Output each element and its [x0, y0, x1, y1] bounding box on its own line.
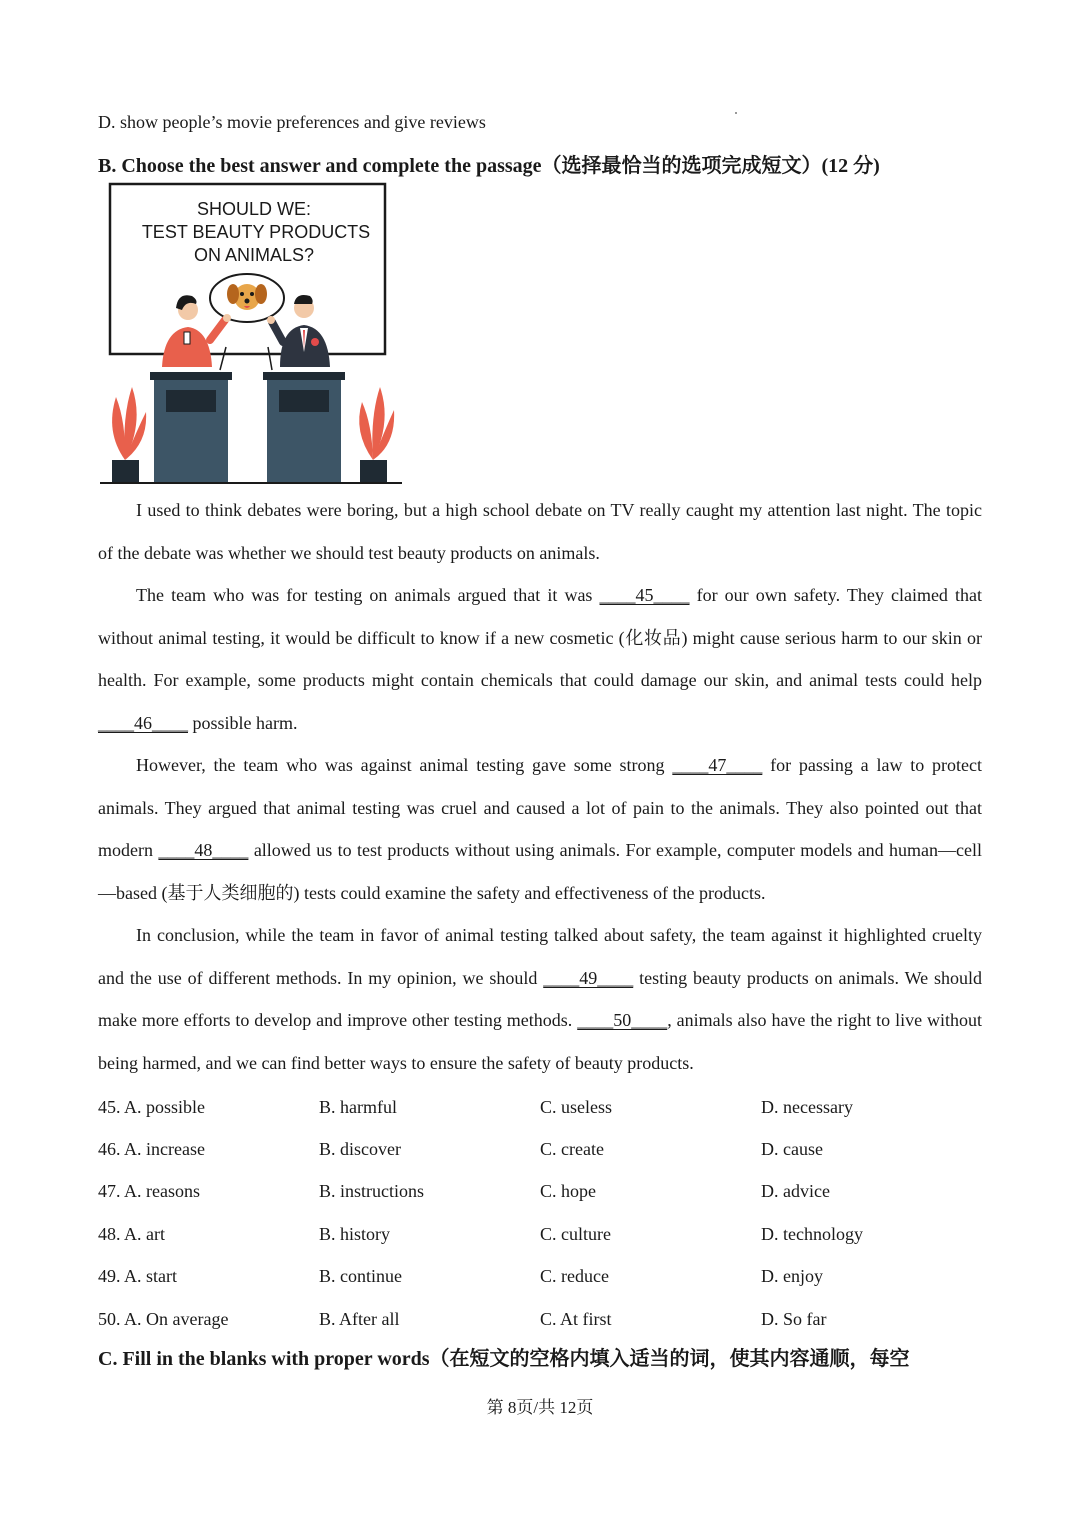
blank-48: ____48____ [158, 840, 249, 860]
board-line-3: ON ANIMALS? [193, 245, 315, 265]
option-a: 45. A. possible [98, 1096, 206, 1117]
blank-50: ____50____ [577, 1010, 668, 1030]
answer-options [98, 1086, 982, 1340]
blank-47: ____47____ [672, 755, 763, 775]
paragraph-2-text-b: for our own safety. They claimed that without animal testing, it would be difficult to know if a new cosmetic (化妆品) might cause serious harm to our skin or health. For example, some products might contain chemicals that could damage our skin, and animal tests could help [98, 585, 983, 690]
option-c: C. reduce [540, 1266, 609, 1287]
option-d: D. cause [761, 1139, 823, 1160]
option-d: D. So far [761, 1308, 827, 1329]
paragraph-4-text-a: In conclusion, while the team in favor of animal testing talked about safety, the team against it highlighted cruelty and the use of different methods. In my opinion, we should [98, 925, 982, 988]
debate-illustration-svg [100, 182, 405, 487]
option-b: B. history [319, 1223, 391, 1244]
paragraph-2-text-a: The team who was for testing on animals argued that it was [136, 585, 600, 605]
dog-icon [210, 274, 284, 322]
option-c: C. At first [540, 1308, 612, 1329]
board-line-2: TEST BEAUTY PRODUCTS [141, 222, 371, 242]
paragraph-4-text-b: testing beauty products on animals. We should make more efforts to develop and improve other testing methods. [98, 967, 983, 1030]
question-48-options [98, 1213, 982, 1255]
option-b: B. harmful [319, 1096, 397, 1117]
passage-paragraph-2 [98, 574, 982, 744]
option-a: 48. A. art [98, 1223, 165, 1244]
blank-49: ____49____ [543, 967, 634, 988]
page-number: 第 8页/共 12页 [486, 1398, 594, 1417]
option-d: D. advice [761, 1181, 830, 1202]
stray-mark [735, 112, 737, 114]
question-45-options [98, 1086, 982, 1128]
passage-paragraph-3 [98, 744, 982, 914]
blank-46: ____46____ [98, 712, 188, 733]
passage-paragraph-4 [98, 914, 982, 1084]
previous-question-option-d: D. show people’s movie preferences and give reviews [98, 112, 486, 132]
option-d: D. necessary [761, 1096, 853, 1117]
passage [98, 489, 982, 1084]
option-c: C. culture [540, 1223, 611, 1244]
option-b: B. continue [319, 1266, 402, 1287]
podium-left [150, 372, 232, 482]
option-c: C. useless [540, 1096, 612, 1117]
option-a: 46. A. increase [98, 1139, 205, 1160]
section-c-heading: C. Fill in the blanks with proper words（在短文的空格内填入适当的词，使其内容通顺，每空 [98, 1348, 910, 1370]
section-b-heading: B. Choose the best answer and complete the passage（选择最恰当的选项完成短文）(12 分) [98, 155, 880, 177]
question-46-options [98, 1128, 982, 1170]
paragraph-2-text-c: possible harm. [188, 712, 298, 733]
passage-paragraph-1: I used to think debates were boring, but a high school debate on TV really caught my attention last night. The topic of the debate was whether we should test beauty products on animals. [98, 500, 982, 563]
option-b: B. After all [319, 1308, 400, 1329]
option-d: D. technology [761, 1223, 863, 1244]
option-a: 50. A. On average [98, 1308, 229, 1329]
option-a: 47. A. reasons [98, 1181, 200, 1202]
option-d: D. enjoy [761, 1266, 823, 1287]
paragraph-3-text-a: However, the team who was against animal testing gave some strong [136, 755, 673, 775]
podium-right [263, 372, 345, 482]
board-line-1: SHOULD WE: [196, 199, 312, 219]
option-a: 49. A. start [98, 1266, 177, 1287]
plant-left-icon [112, 387, 146, 482]
question-50-options [98, 1298, 982, 1340]
option-b: B. discover [319, 1139, 401, 1160]
paragraph-3-text-b: for passing a law to protect animals. They argued that animal testing was cruel and caused a lot of pain to the animals. They also pointed out that modern [98, 755, 982, 860]
paragraph-3-text-c: allowed us to test products without using animals. For example, computer models and human—cell—based (基于人类细胞的) tests could examine the safety and effectiveness of the products. [98, 840, 983, 903]
option-b: B. instructions [319, 1181, 425, 1202]
question-47-options [98, 1171, 982, 1213]
option-c: C. create [540, 1139, 604, 1160]
option-c: C. hope [540, 1181, 596, 1202]
question-49-options [98, 1256, 982, 1298]
debate-illustration [100, 182, 405, 492]
plant-right-icon [359, 387, 394, 482]
blank-45: ____45____ [599, 585, 690, 605]
paragraph-4-text-c: , animals also have the right to live without being harmed, and we can find better ways to ensure the safety of beauty products. [98, 1010, 982, 1073]
